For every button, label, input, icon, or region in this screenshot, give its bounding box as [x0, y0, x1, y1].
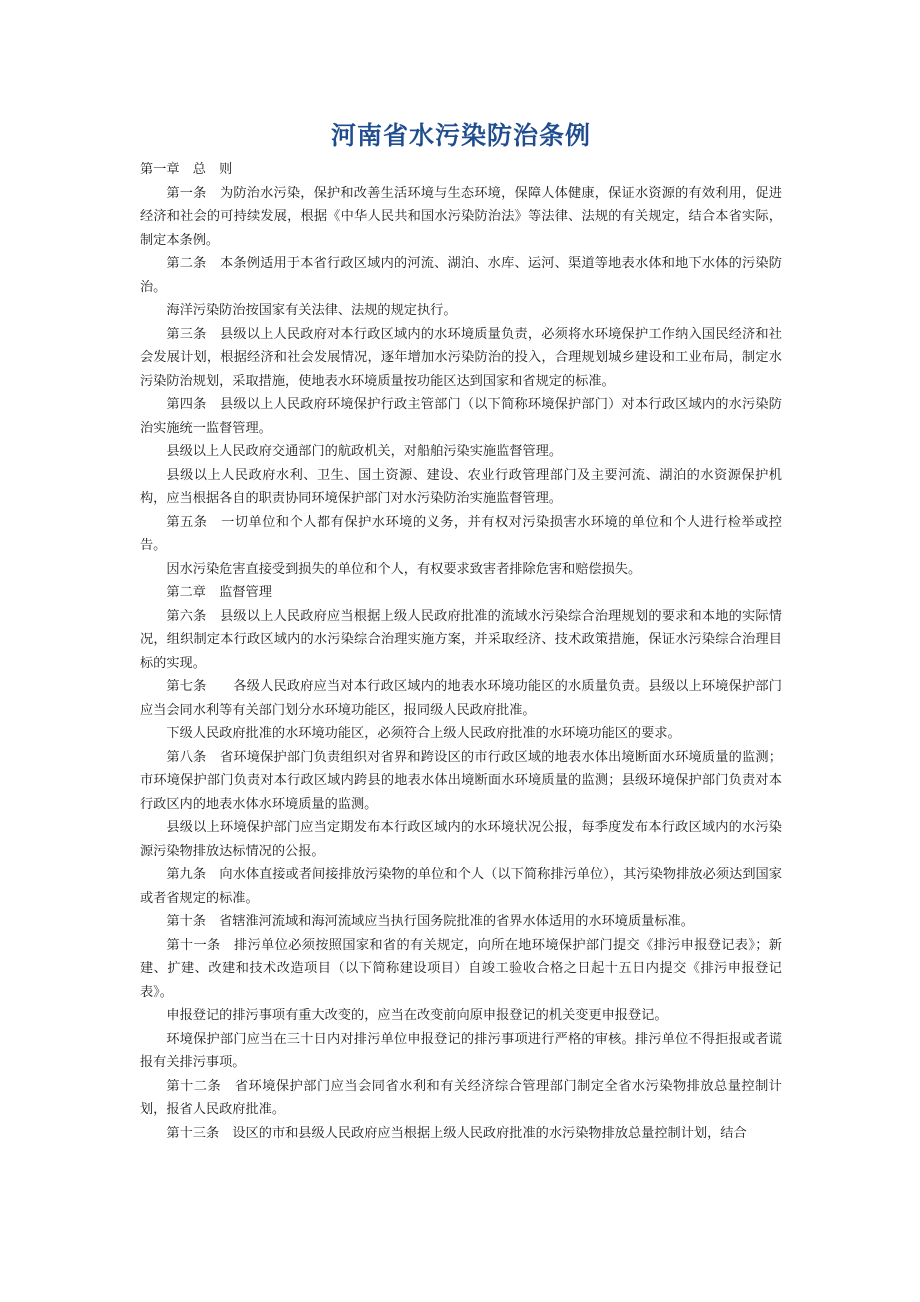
- article-paragraph: 县级以上环境保护部门应当定期发布本行政区域内的水环境状况公报，每季度发布本行政区域内的水污染源污染物排放达标情况的公报。: [140, 820, 782, 859]
- article-paragraph: 县级以上人民政府水利、卫生、国土资源、建设、农业行政管理部门及主要河流、湖泊的水资源保护机构，应当根据各自的职责协同环境保护部门对水污染防治实施监督管理。: [140, 467, 782, 506]
- article-paragraph: 环境保护部门应当在三十日内对排污单位申报登记的排污事项进行严格的审核。排污单位不得拒报或者谎报有关排污事项。: [140, 1031, 782, 1070]
- article-paragraph: 申报登记的排污事项有重大改变的，应当在改变前向原申报登记的机关变更申报登记。: [166, 1008, 668, 1023]
- article-paragraph: 第五条 一切单位和个人都有保护水环境的义务，并有权对污染损害水环境的单位和个人进行检举或控告。: [140, 514, 782, 553]
- article-paragraph: 第十一条 排污单位必须按照国家和省的有关规定，向所在地环境保护部门提交《排污申报登记表》；新建、扩建、改建和技术改造项目（以下简称建设项目）自竣工验收合格之日起十五日内提交《排污申报登记表》。: [140, 937, 782, 1000]
- article-paragraph: 第八条 省环境保护部门负责组织对省界和跨设区的市行政区域的地表水体出境断面水环境质量的监测；市环境保护部门负责对本行政区域内跨县的地表水体出境断面水环境质量的监测；县级环境保护部门负责对本行政区内的地表水体水环境质量的监测。: [140, 749, 782, 812]
- article-paragraph: 第十三条 设区的市和县级人民政府应当根据上级人民政府批准的水污染物排放总量控制计划，结合: [166, 1125, 747, 1141]
- article-paragraph: 第三条 县级以上人民政府对本行政区域内的水环境质量负责，必须将水环境保护工作纳入国民经济和社会发展计划，根据经济和社会发展情况，逐年增加水污染防治的投入，合理规划城乡建设和工业布局，制定水污染防治规划，采取措施，使地表水环境质量按功能区达到国家和省规定的标准。: [140, 326, 782, 389]
- article-paragraph: 第一条 为防治水污染，保护和改善生活环境与生态环境，保障人体健康，保证水资源的有效利用，促进经济和社会的可持续发展，根据《中华人民共和国水污染防治法》等法律、法规的有关规定，结合本省实际，制定本条例。: [140, 185, 782, 248]
- article-paragraph: 第四条 县级以上人民政府环境保护行政主管部门（以下简称环境保护部门）对本行政区域内的水污染防治实施统一监督管理。: [140, 397, 782, 436]
- article-paragraph: 第六条 县级以上人民政府应当根据上级人民政府批准的流域水污染综合治理规划的要求和本地的实际情况，组织制定本行政区域内的水污染综合治理实施方案，并采取经济、技术政策措施，保证水污染综合治理目标的实现。: [140, 608, 782, 671]
- article-paragraph: 第九条 向水体直接或者间接排放污染物的单位和个人（以下简称排污单位），其污染物排放必须达到国家或者省规定的标准。: [140, 867, 782, 906]
- article-paragraph: 第七条 各级人民政府应当对本行政区域内的地表水环境功能区的水质量负责。县级以上环境保护部门应当会同水利等有关部门划分水环境功能区，报同级人民政府批准。: [140, 679, 782, 718]
- article-paragraph: 第十二条 省环境保护部门应当会同省水利和有关经济综合管理部门制定全省水污染物排放总量控制计划，报省人民政府批准。: [140, 1078, 782, 1117]
- chapter-heading: 第一章 总 则: [140, 162, 233, 177]
- article-paragraph: 下级人民政府批准的水环境功能区，必须符合上级人民政府批准的水环境功能区的要求。: [166, 726, 681, 741]
- document-title: 河南省水污染防治条例: [330, 121, 591, 150]
- chapter-heading: 第二章 监督管理: [166, 585, 272, 600]
- article-paragraph: 海洋污染防治按国家有关法律、法规的规定执行。: [166, 303, 457, 318]
- document-page: [140, 118, 782, 1145]
- article-paragraph: 第十条 省辖淮河流域和海河流域应当执行国务院批准的省界水体适用的水环境质量标准。: [166, 914, 694, 929]
- article-paragraph: 第二条 本条例适用于本省行政区域内的河流、湖泊、水库、运河、渠道等地表水体和地下水体的污染防治。: [140, 256, 782, 295]
- article-paragraph: 县级以上人民政府交通部门的航政机关，对船舶污染实施监督管理。: [166, 444, 563, 459]
- document-body: [140, 158, 782, 1145]
- article-paragraph: 因水污染危害直接受到损失的单位和个人，有权要求致害者排除危害和赔偿损失。: [166, 561, 642, 577]
